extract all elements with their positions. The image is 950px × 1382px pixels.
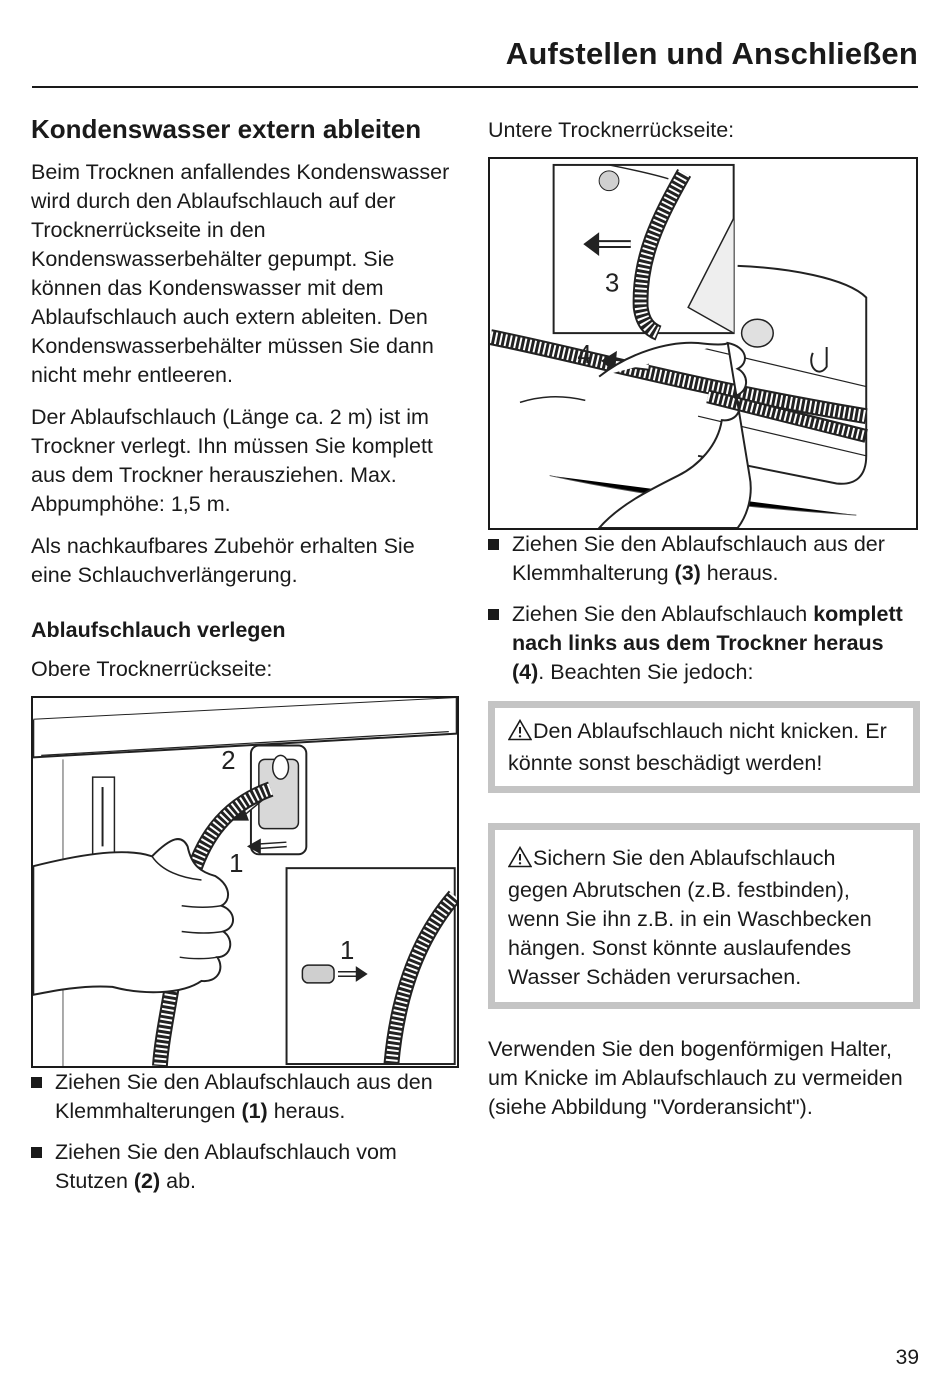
section-heading: Kondenswasser extern ableiten — [31, 114, 422, 144]
square-bullet-icon — [488, 539, 499, 550]
intro-paragraph-1: Beim Trocknen anfallendes Kondenswasser wird durch den Ablaufschlauch auf der Trocknerrückseite in den Kondenswasserbehälter gepumpt. Sie können das Kondenswasser mit dem Ablaufschlauch auch extern ableiten. Den Kondenswasserbehälter müssen Sie dann nicht mehr entleeren. — [31, 160, 450, 387]
label-1-inset: 1 — [339, 937, 355, 966]
intro-paragraph-2: Der Ablaufschlauch (Länge ca. 2 m) ist im Trockner verlegt. Ihn müssen Sie komplett aus dem Trockner herausziehen. Max. Abpumphöhe: 1,5 m. — [31, 405, 433, 516]
right-step-list — [488, 530, 920, 687]
lower-rear-illustration — [488, 157, 918, 530]
label-3: 3 — [605, 269, 620, 298]
label-2: 2 — [221, 747, 236, 776]
step-item: Ziehen Sie den Ablaufschlauch komplett nach links aus dem Trockner heraus (4). Beachten Sie jedoch: — [488, 600, 920, 687]
subsection-heading: Ablaufschlauch verlegen — [31, 618, 286, 642]
square-bullet-icon — [31, 1077, 42, 1088]
warning-text-kink: Den Ablaufschlauch nicht knicken. Er könnte sonst beschädigt werden! — [508, 719, 887, 775]
step-item: Ziehen Sie den Ablaufschlauch aus der Klemmhalterung (3) heraus. — [488, 530, 920, 588]
warning-triangle-icon — [508, 846, 532, 876]
warning-box-secure — [488, 823, 920, 1009]
label-1: 1 — [229, 850, 244, 879]
label-4: 4 — [577, 340, 592, 369]
page-section-title: Aufstellen und Anschließen — [505, 36, 918, 71]
warning-text-secure: Sichern Sie den Ablaufschlauch gegen Abrutschen (z.B. festbinden), wenn Sie ihn z.B. in ein Waschbecken hängen. Sonst könnte auslaufendes Wasser Schäden verursachen. — [508, 846, 872, 989]
intro-paragraph-3: Als nachkaufbares Zubehör erhalten Sie eine Schlauchverlängerung. — [31, 534, 415, 587]
header-rule — [32, 86, 918, 88]
step-item: Ziehen Sie den Ablaufschlauch aus den Klemmhalterungen (1) heraus. — [31, 1068, 459, 1126]
page-number: 39 — [895, 1346, 919, 1369]
right-column — [488, 116, 920, 1135]
step-item: Ziehen Sie den Ablaufschlauch vom Stutzen (2) ab. — [31, 1138, 459, 1196]
upper-rear-illustration — [31, 696, 459, 1068]
left-step-list — [31, 1068, 459, 1196]
warning-triangle-icon — [508, 719, 532, 749]
closing-paragraph: Verwenden Sie den bogenförmigen Halter, um Knicke im Ablaufschlauch zu vermeiden (siehe Abbildung "Vorderansicht"). — [488, 1037, 903, 1119]
lower-figure-caption: Untere Trocknerrückseite: — [488, 118, 735, 142]
square-bullet-icon — [488, 609, 499, 620]
warning-box-kink — [488, 701, 920, 793]
upper-figure-caption: Obere Trocknerrückseite: — [31, 657, 273, 681]
square-bullet-icon — [31, 1147, 42, 1158]
left-column — [31, 112, 459, 1208]
